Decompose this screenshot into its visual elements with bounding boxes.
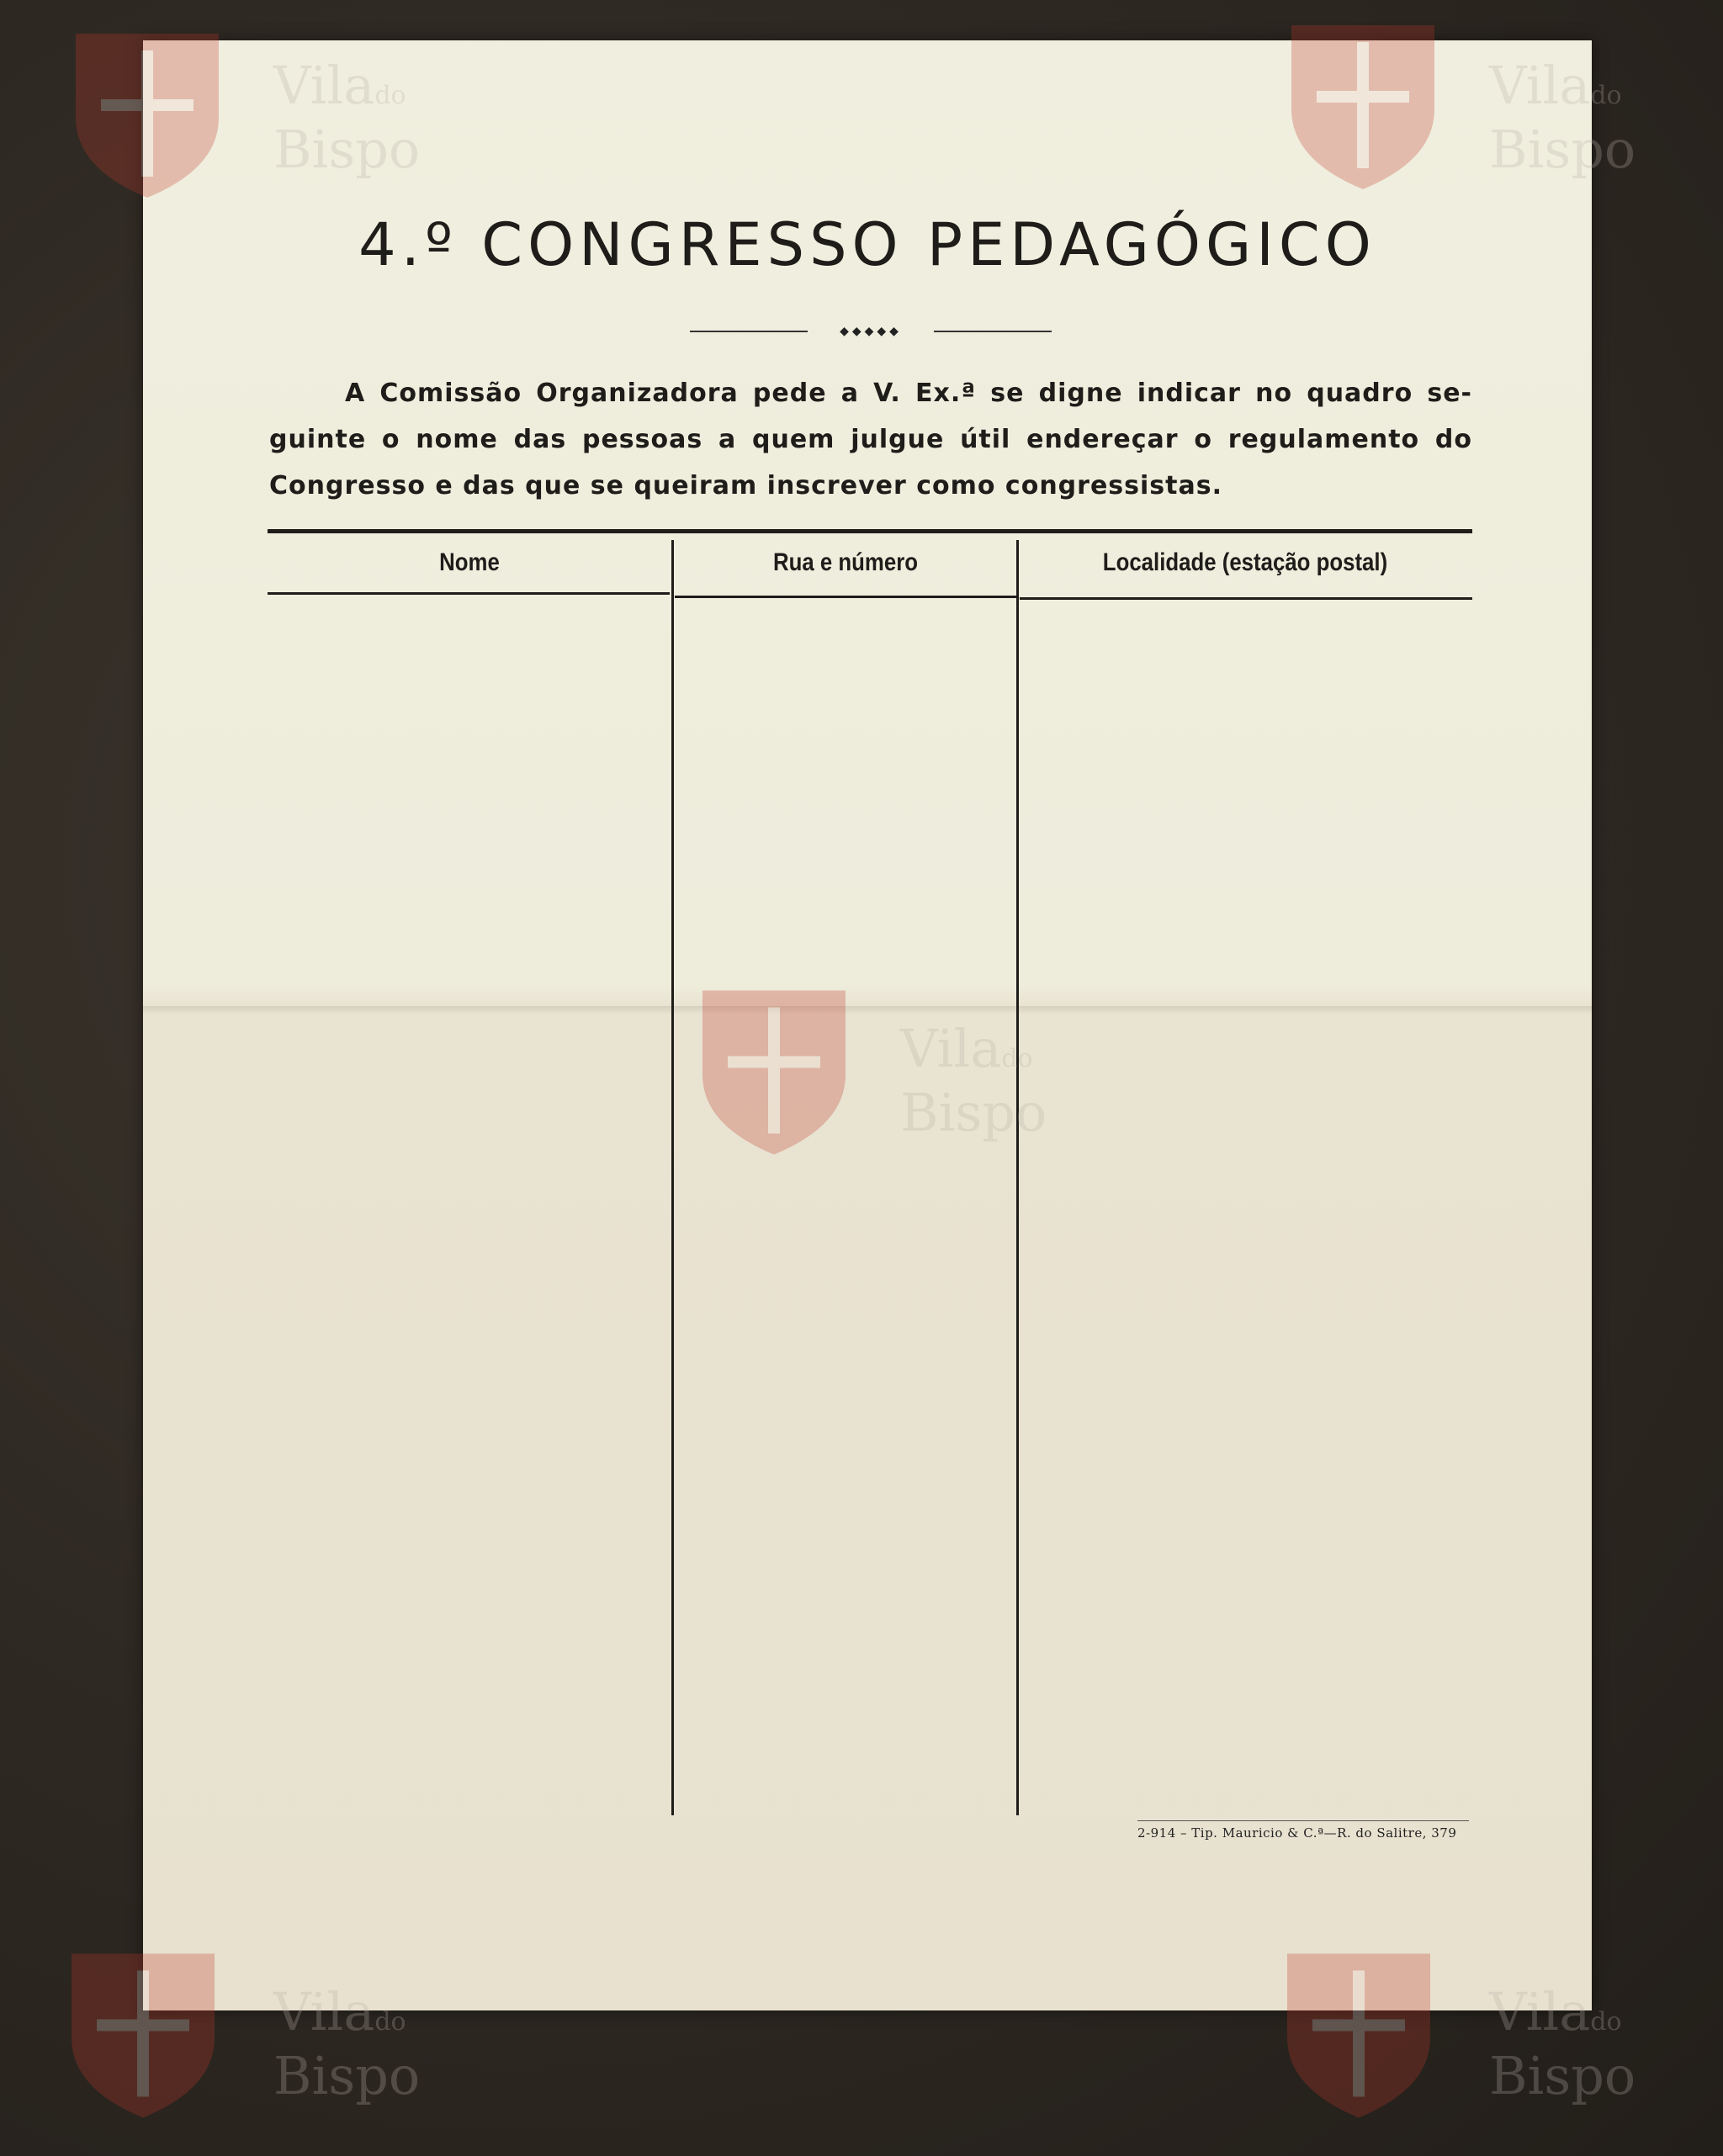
column-header-localidade: Localidade (estação postal) xyxy=(1102,548,1388,576)
table-top-rule xyxy=(268,529,1472,533)
watermark-top-right: Vilado Bispo xyxy=(1283,17,1443,193)
shield-logo-icon xyxy=(63,1943,223,2124)
header-rule-nome xyxy=(268,592,670,595)
header-rule-localidade xyxy=(1020,597,1472,600)
shield-logo-icon xyxy=(694,980,854,1161)
shield-logo-icon xyxy=(1279,1943,1439,2124)
watermark-bottom-left: Vilado Bispo xyxy=(63,1943,223,2124)
shield-logo-icon xyxy=(67,25,227,202)
header-rule-rua xyxy=(675,596,1016,598)
watermark-top-left: Vilado Bispo xyxy=(67,25,227,202)
column-header-rua: Rua e número xyxy=(772,548,919,576)
intro-line-3: Congresso e das que se queiram inscrever como congressistas. xyxy=(269,471,1222,501)
title-ornament: ◆◆◆◆◆ xyxy=(690,318,1052,343)
fold-crease xyxy=(143,1006,1592,1014)
watermark-center: Vilado Bispo xyxy=(694,980,854,1161)
intro-paragraph xyxy=(269,370,1472,509)
column-header-nome: Nome xyxy=(439,548,500,576)
printer-imprint: 2-914 – Tip. Mauricio & C.ª—R. do Salitre, 379 xyxy=(1137,1825,1469,1841)
document-title: 4.º CONGRESSO PEDAGÓGICO xyxy=(358,210,1376,279)
intro-line-2: guinte o nome das pessoas a quem julgue útil endereçar o regulamento do xyxy=(269,425,1472,454)
column-divider-1 xyxy=(671,540,674,1815)
shield-logo-icon xyxy=(1283,17,1443,193)
watermark-bottom-right: Vilado Bispo xyxy=(1279,1943,1439,2124)
column-divider-2 xyxy=(1016,540,1019,1815)
intro-line-1: A Comissão Organizadora pede a V. Ex.ª se digne indicar no quadro se- xyxy=(345,379,1472,408)
